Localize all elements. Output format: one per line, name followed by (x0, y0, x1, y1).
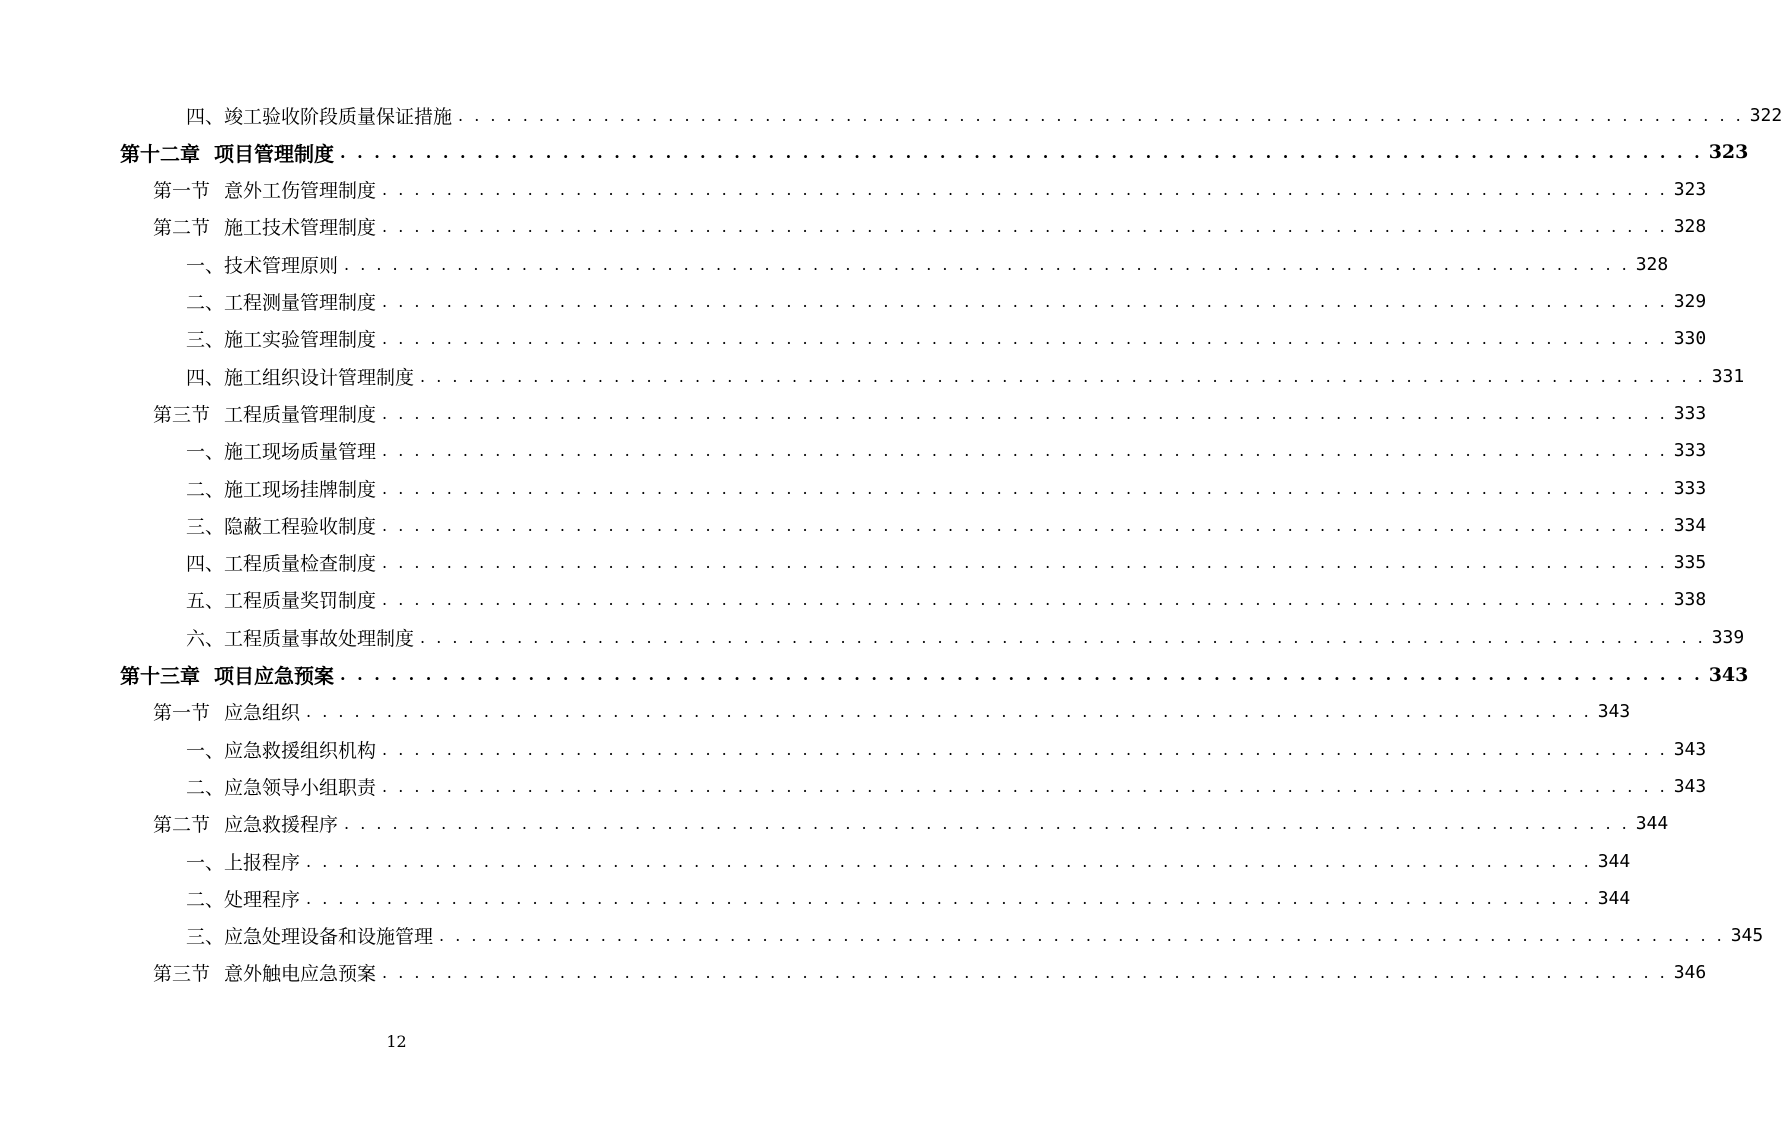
toc-leader-dots: . . . . . . . . . . . . . . . . . . . . . . . . . . . . . . . . . . . . . . . . . . . . . . . . . . . . . . . . . . . . . . . . . . . . . . . . . . . . . . . . (382, 478, 1668, 498)
toc-leader-dots: . . . . . . . . . . . . . . . . . . . . . . . . . . . . . . . . . . . . . . . . . . . . . . . . . . . . . . . . . . . . . . . . . . . . . . . . . . . . . . . . (382, 963, 1668, 983)
toc-leader-dots: . . . . . . . . . . . . . . . . . . . . . . . . . . . . . . . . . . . . . . . . . . . . . . . . . . . . . . . . . . . . . . . . . . . . . . . . . . . . . . . . (344, 254, 1630, 274)
toc-subsection-entry[interactable] (186, 771, 1707, 801)
toc-entry-number: 第十二章 (120, 141, 200, 166)
toc-subsection-entry[interactable] (186, 734, 1707, 764)
toc-subsection-entry[interactable] (186, 473, 1707, 503)
toc-leader-dots: . . . . . . . . . . . . . . . . . . . . . . . . . . . . . . . . . . . . . . . . . . . . . . . . . . . . . . . . . . . . . . . . . . . . . . . . . . . . . . . . (382, 515, 1668, 535)
toc-entry-number: 三、 (186, 926, 225, 949)
toc-page-number: 330 (1673, 328, 1707, 350)
toc-entry-number: 四、 (186, 366, 225, 389)
toc-entry-title: 工程质量检查制度 (224, 553, 377, 576)
toc-page-number: 346 (1673, 962, 1707, 984)
toc-page-number: 334 (1673, 514, 1707, 536)
toc-entry-number: 一、 (186, 441, 225, 464)
toc-entry-number: 六、 (186, 627, 225, 650)
toc-section-entry[interactable] (153, 398, 1707, 428)
toc-leader-dots: . . . . . . . . . . . . . . . . . . . . . . . . . . . . . . . . . . . . . . . . . . . . . . . . . . . . . . . . . . . . . . . . . . . . . . . . . . . . . . . . (382, 180, 1668, 200)
toc-page-number: 329 (1673, 291, 1707, 312)
toc-entry-number: 第一节 (153, 180, 211, 203)
toc-leader-dots: . . . . . . . . . . . . . . . . . . . . . . . . . . . . . . . . . . . . . . . . . . . . . . . . . . . . . . . . . . . . . . . . . . . . . . . . . . . . . . . . (382, 739, 1668, 759)
toc-entry-title: 应急组织 (224, 702, 301, 725)
toc-entry-number: 四、 (186, 553, 225, 576)
toc-page-number: 343 (1597, 701, 1631, 723)
toc-leader-dots: . . . . . . . . . . . . . . . . . . . . . . . . . . . . . . . . . . . . . . . . . . . . . . . . . . . . . . . . . . . . . . . . . . . . . . . . . . . . . . . . (382, 292, 1668, 311)
toc-leader-dots: . . . . . . . . . . . . . . . . . . . . . . . . . . . . . . . . . . . . . . . . . . . . . . . . . . . . . . . . . . . . . . . . . . . . . . . . . . . . . . . . (382, 590, 1668, 610)
toc-subsection-entry[interactable] (186, 585, 1707, 615)
toc-page-number: 339 (1711, 626, 1745, 648)
toc-entry-title: 工程质量事故处理制度 (224, 627, 415, 650)
toc-leader-dots: . . . . . . . . . . . . . . . . . . . . . . . . . . . . . . . . . . . . . . . . . . . . . . . . . . . . . . . . . . . . . . . . . . . . . . . . . . . . . . . . (382, 329, 1668, 349)
toc-leader-dots: . . . . . . . . . . . . . . . . . . . . . . . . . . . . . . . . . . . . . . . . . . . . . . . . . . . . . . . . . . . . . . . . . . . . . . . . . . . . . . . . (306, 851, 1592, 871)
toc-leader-dots: . . . . . . . . . . . . . . . . . . . . . . . . . . . . . . . . . . . . . . . . . . . . . . . . . . . . . . . . . . . . . . . . . . . . . . . . . . . . . . . . (382, 217, 1668, 237)
toc-section-entry[interactable] (153, 697, 1631, 727)
toc-entry-title: 上报程序 (224, 851, 301, 874)
toc-page-number: 328 (1673, 216, 1707, 238)
page-number: 12 (386, 1032, 407, 1051)
toc-entry-title: 技术管理原则 (224, 254, 339, 277)
toc-subsection-entry[interactable] (186, 622, 1745, 652)
toc-page-number: 343 (1708, 663, 1749, 686)
toc-subsection-entry[interactable] (186, 846, 1631, 876)
toc-entry-number: 第一节 (153, 702, 211, 725)
toc-subsection-entry[interactable] (186, 324, 1707, 354)
toc-entry-title: 项目应急预案 (214, 664, 334, 688)
toc-entry-number: 二、 (186, 888, 225, 911)
toc-page-number: 323 (1673, 179, 1707, 201)
toc-entry-number: 二、 (186, 478, 225, 501)
toc-page-number: 322 (1749, 104, 1782, 126)
toc-section-entry[interactable] (153, 175, 1707, 205)
toc-leader-dots: . . . . . . . . . . . . . . . . . . . . . . . . . . . . . . . . . . . . . . . . . . . . . . . . . . . . . . . . . . . . . . . . . . . . . . . . . . . . . . . . (382, 776, 1668, 796)
toc-entry-number: 三、 (186, 329, 225, 352)
toc-entry-number: 一、 (186, 739, 225, 762)
toc-entry-number: 第十三章 (120, 664, 200, 688)
toc-page-number: 343 (1673, 775, 1707, 797)
toc-entry-title: 施工现场挂牌制度 (224, 478, 377, 501)
toc-entry-title: 施工组织设计管理制度 (224, 366, 415, 389)
toc-entry-number: 第三节 (153, 963, 211, 986)
toc-entry-number: 二、 (186, 776, 225, 799)
toc-entry-title: 施工实验管理制度 (224, 329, 377, 352)
toc-entry-number: 二、 (186, 292, 225, 314)
toc-entry-title: 工程测量管理制度 (224, 292, 377, 314)
toc-page-number: 344 (1597, 850, 1631, 872)
toc-entry-number: 三、 (186, 515, 225, 538)
toc-entry-title: 施工现场质量管理 (224, 441, 377, 464)
toc-subsection-entry[interactable] (186, 883, 1631, 913)
toc-section-entry[interactable] (153, 212, 1707, 242)
toc-section-entry[interactable] (153, 958, 1707, 988)
toc-leader-dots: . . . . . . . . . . . . . . . . . . . . . . . . . . . . . . . . . . . . . . . . . . . . . . . . . . . . . . . . . . . . . . . . . . . . . . . . . . . . . . . . (420, 366, 1706, 386)
toc-entry-number: 一、 (186, 254, 225, 277)
toc-leader-dots: . . . . . . . . . . . . . . . . . . . . . . . . . . . . . . . . . . . . . . . . . . . . . . . . . . . . . . . . . . . . . . . . . . . . . . . . . . . . . . . . (420, 627, 1706, 647)
toc-section-entry[interactable] (153, 809, 1669, 839)
toc-entry-number: 第三节 (153, 403, 211, 426)
toc-entry-title: 施工技术管理制度 (224, 217, 377, 240)
toc-entry-title: 工程质量奖罚制度 (224, 590, 377, 613)
toc-leader-dots: . . . . . . . . . . . . . . . . . . . . . . . . . . . . . . . . . . . . . . . . . . . . . . . . . . . . . . . . . . . . . . . . . . . . . . . . . . . . . . . . (340, 142, 1703, 162)
toc-leader-dots: . . . . . . . . . . . . . . . . . . . . . . . . . . . . . . . . . . . . . . . . . . . . . . . . . . . . . . . . . . . . . . . . . . . . . . . . . . . . . . . . (458, 105, 1744, 125)
toc-leader-dots: . . . . . . . . . . . . . . . . . . . . . . . . . . . . . . . . . . . . . . . . . . . . . . . . . . . . . . . . . . . . . . . . . . . . . . . . . . . . . . . . (382, 403, 1668, 423)
toc-leader-dots: . . . . . . . . . . . . . . . . . . . . . . . . . . . . . . . . . . . . . . . . . . . . . . . . . . . . . . . . . . . . . . . . . . . . . . . . . . . . . . . . (382, 441, 1668, 461)
toc-page-number: 333 (1673, 440, 1707, 462)
toc-page-number: 344 (1635, 813, 1669, 835)
toc-page-number: 323 (1708, 141, 1749, 164)
toc-subsection-entry[interactable] (186, 287, 1707, 317)
toc-entry-title: 竣工验收阶段质量保证措施 (224, 105, 453, 128)
toc-entry-number: 五、 (186, 590, 225, 613)
toc-subsection-entry[interactable] (186, 510, 1707, 540)
toc-entry-title: 应急救援程序 (224, 814, 339, 837)
toc-page-number: 345 (1730, 925, 1764, 947)
toc-page-number: 343 (1673, 738, 1707, 760)
toc-entry-title: 应急救援组织机构 (224, 739, 377, 762)
toc-leader-dots: . . . . . . . . . . . . . . . . . . . . . . . . . . . . . . . . . . . . . . . . . . . . . . . . . . . . . . . . . . . . . . . . . . . . . . . . . . . . . . . . (382, 553, 1668, 573)
toc-entry-title: 应急领导小组职责 (224, 776, 377, 799)
toc-entry-number: 第二节 (153, 814, 211, 837)
toc-entry-number: 四、 (186, 105, 225, 128)
toc-entry-number: 一、 (186, 851, 225, 874)
toc-page-number: 335 (1673, 552, 1707, 574)
toc-page-number: 338 (1673, 589, 1707, 611)
toc-page-number: 333 (1673, 477, 1707, 499)
toc-page-number: 333 (1673, 402, 1707, 424)
toc-subsection-entry[interactable] (186, 100, 1782, 130)
toc-page-number: 344 (1597, 887, 1631, 909)
toc-leader-dots: . . . . . . . . . . . . . . . . . . . . . . . . . . . . . . . . . . . . . . . . . . . . . . . . . . . . . . . . . . . . . . . . . . . . . . . . . . . . . . . . (306, 702, 1592, 722)
toc-leader-dots: . . . . . . . . . . . . . . . . . . . . . . . . . . . . . . . . . . . . . . . . . . . . . . . . . . . . . . . . . . . . . . . . . . . . . . . . . . . . . . . . (344, 814, 1630, 834)
toc-entry-title: 意外触电应急预案 (224, 963, 377, 986)
toc-subsection-entry[interactable] (186, 921, 1764, 951)
toc-entry-title: 意外工伤管理制度 (224, 180, 377, 203)
toc-entry-title: 工程质量管理制度 (224, 403, 377, 426)
toc-leader-dots: . . . . . . . . . . . . . . . . . . . . . . . . . . . . . . . . . . . . . . . . . . . . . . . . . . . . . . . . . . . . . . . . . . . . . . . . . . . . . . . . (340, 665, 1703, 684)
toc-leader-dots: . . . . . . . . . . . . . . . . . . . . . . . . . . . . . . . . . . . . . . . . . . . . . . . . . . . . . . . . . . . . . . . . . . . . . . . . . . . . . . . . (439, 926, 1725, 946)
toc-chapter-entry[interactable] (120, 137, 1749, 167)
toc-entry-number: 第二节 (153, 217, 211, 240)
toc-entry-title: 处理程序 (224, 888, 301, 911)
toc-page-number: 331 (1711, 365, 1745, 387)
toc-subsection-entry[interactable] (186, 249, 1669, 279)
toc-subsection-entry[interactable] (186, 361, 1745, 391)
toc-leader-dots: . . . . . . . . . . . . . . . . . . . . . . . . . . . . . . . . . . . . . . . . . . . . . . . . . . . . . . . . . . . . . . . . . . . . . . . . . . . . . . . . (306, 888, 1592, 908)
toc-subsection-entry[interactable] (186, 436, 1707, 466)
toc-entry-title: 项目管理制度 (214, 141, 334, 166)
toc-subsection-entry[interactable] (186, 548, 1707, 578)
toc-entry-title: 隐蔽工程验收制度 (224, 515, 377, 538)
toc-page-number: 328 (1635, 253, 1669, 275)
toc-chapter-entry[interactable] (120, 660, 1749, 690)
toc-entry-title: 应急处理设备和设施管理 (224, 926, 434, 949)
